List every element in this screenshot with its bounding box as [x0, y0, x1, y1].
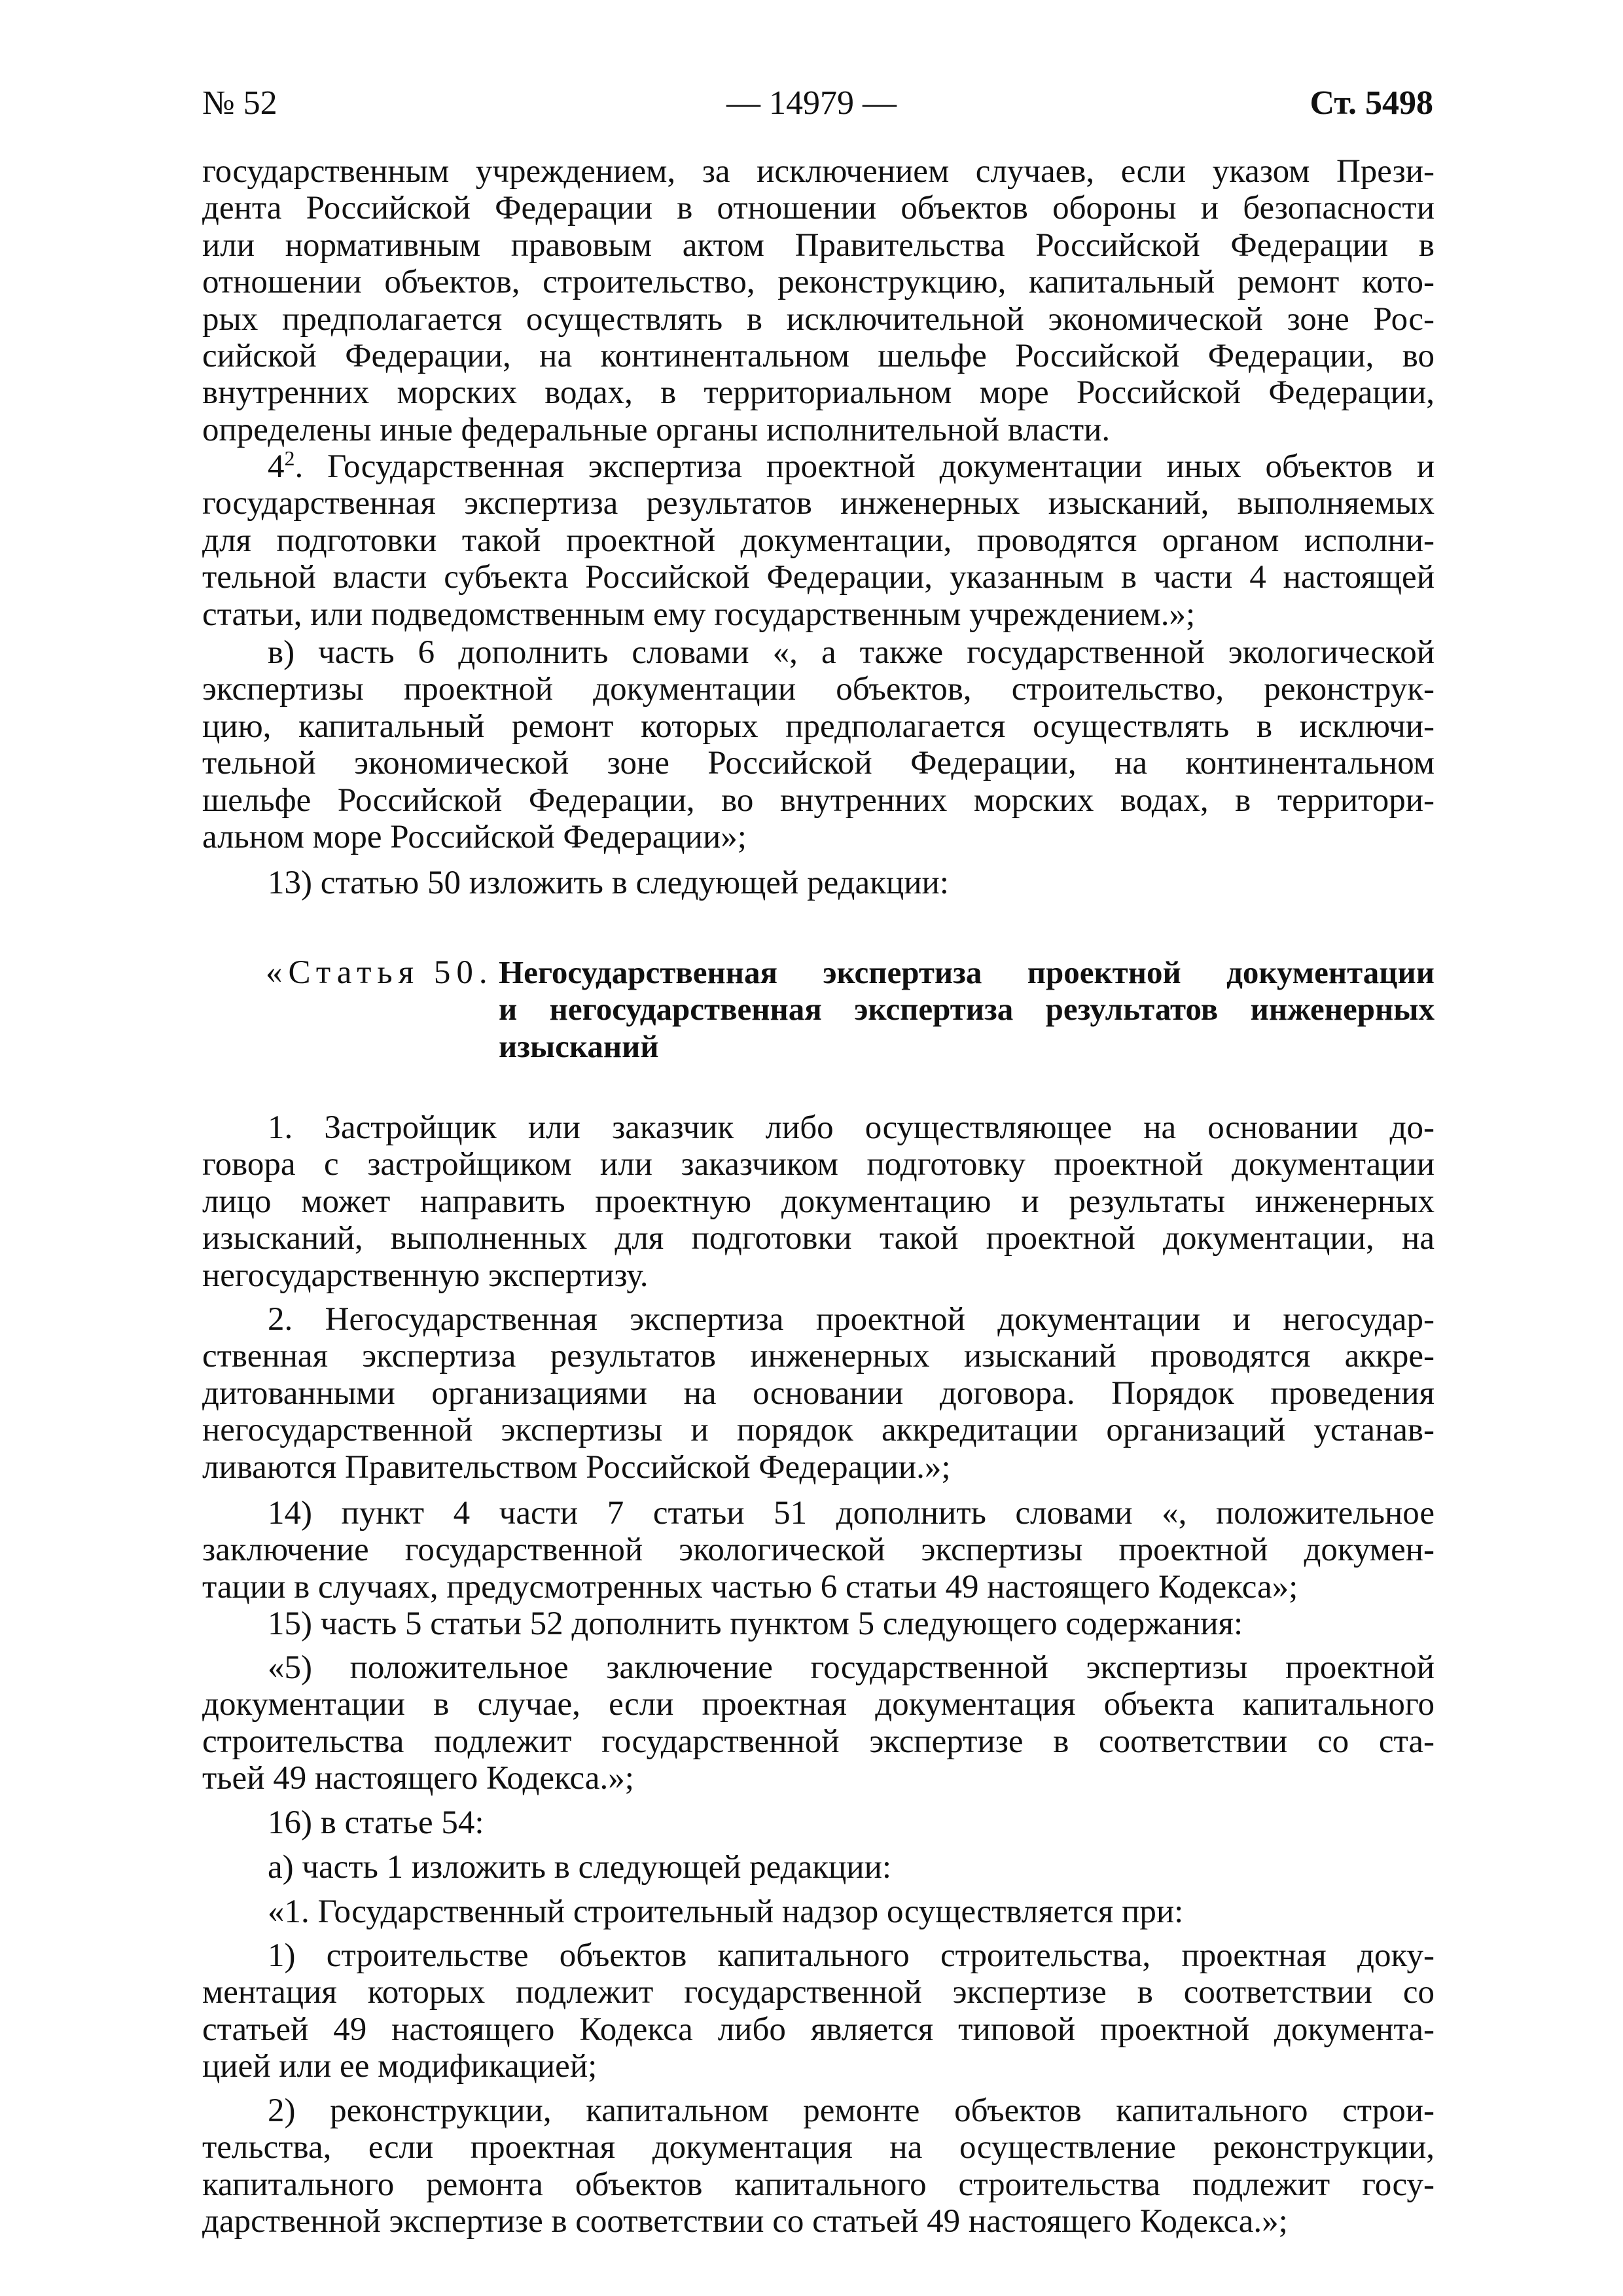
text-line: 13) статью 50 изложить в следующей редакции: — [268, 865, 949, 901]
text-line: заключение государственной экологической экспертизы проектной докумен- — [202, 1532, 1435, 1569]
text-line: статьи, или подведомственным ему государственным учреждением.»; — [202, 596, 1196, 633]
text-line: 1. Застройщик или заказчик либо осуществляющее на основании до- — [268, 1109, 1435, 1146]
text-line: 2. Негосударственная экспертиза проектной документации и негосудар- — [268, 1301, 1435, 1338]
paragraph — [202, 2092, 1435, 2240]
paragraph — [202, 634, 1435, 855]
text-line — [202, 448, 1435, 485]
text-line: для подготовки такой проектной документации, проводятся органом исполни- — [202, 522, 1435, 559]
text-line: внутренних морских водах, в территориальном море Российской Федерации, — [202, 374, 1435, 412]
text-line: 1) строительстве объектов капитального строительства, проектная доку- — [268, 1937, 1435, 1974]
paragraph — [202, 1495, 1435, 1605]
text-line: государственным учреждением, за исключением случаев, если указом Прези- — [202, 153, 1435, 190]
text-line: лицо может направить проектную документацию и результаты инженерных — [202, 1183, 1435, 1220]
issue-number: № 52 — [202, 84, 277, 122]
item-number: 4 — [268, 448, 285, 485]
item-superscript: 2 — [284, 446, 295, 470]
paragraph — [202, 1301, 1435, 1486]
text-line: тельной власти субъекта Российской Федерации, указанным в части 4 настоящей — [202, 559, 1435, 596]
text-line: 2) реконструкции, капитальном ремонте объектов капитального строи- — [268, 2092, 1435, 2129]
text-line: «1. Государственный строительный надзор осуществляется при: — [268, 1893, 1184, 1930]
text-line: шельфе Российской Федерации, во внутренних морских водах, в территори- — [202, 781, 1435, 819]
text-line: дитованными организациями на основании договора. Порядок проведения — [202, 1374, 1435, 1412]
text-line: ливаются Правительством Российской Федерации.»; — [202, 1448, 951, 1486]
text-line: а) часть 1 изложить в следующей редакции: — [268, 1849, 892, 1886]
text-line: говора с застройщиком или заказчиком подготовку проектной документации — [202, 1146, 1435, 1183]
text-line: изысканий, выполненных для подготовки такой проектной документации, на — [202, 1220, 1435, 1257]
text-line: тации в случаях, предусмотренных частью 6 статьи 49 настоящего Кодекса»; — [202, 1568, 1298, 1605]
text-line: 14) пункт 4 части 7 статьи 51 дополнить словами «, положительное — [268, 1495, 1435, 1532]
text-line: определены иные федеральные органы исполнительной власти. — [202, 411, 1111, 448]
text-line: дарственной экспертизе в соответствии со статьей 49 настоящего Кодекса.»; — [202, 2203, 1288, 2240]
paragraph — [202, 1937, 1435, 2085]
text-line: строительства подлежит государственной экспертизе в соответствии со ста- — [202, 1723, 1435, 1760]
text-line: статьей 49 настоящего Кодекса либо является типовой проектной документа- — [202, 2011, 1435, 2048]
paragraph — [202, 1605, 1435, 1642]
paragraph — [202, 865, 1435, 901]
title-line: Негосударственная экспертиза проектной документации — [499, 954, 1435, 990]
paragraph — [202, 1849, 1435, 1886]
text-line: тельства, если проектная документация на осуществление реконструкции, — [202, 2129, 1435, 2166]
paragraph — [202, 153, 1435, 448]
text-line: в) часть 6 дополнить словами «, а также государственной экологической — [268, 634, 1435, 671]
text-line: ственная экспертиза результатов инженерных изысканий проводятся аккре- — [202, 1338, 1435, 1375]
text-line: капитального ремонта объектов капитального строительства подлежит госу- — [202, 2166, 1435, 2203]
paragraph — [202, 1804, 1435, 1841]
title-line: изысканий — [499, 1028, 659, 1064]
paragraph — [202, 1649, 1435, 1797]
text-line: цию, капитальный ремонт которых предполагается осуществлять в исключи- — [202, 708, 1435, 745]
paragraph — [202, 1893, 1435, 1930]
title-line: и негосударственная экспертиза результатов инженерных — [499, 991, 1435, 1028]
text-line: ментация которых подлежит государственной экспертизе в соответствии со — [202, 1974, 1435, 2011]
text-line: альном море Российской Федерации»; — [202, 818, 747, 855]
text-line: дента Российской Федерации в отношении объектов обороны и безопасности — [202, 190, 1435, 227]
page-number: — 14979 — — [726, 84, 897, 122]
text-line: тельной экономической зоне Российской Федерации, на континентальном — [202, 745, 1435, 782]
text-line: экспертизы проектной документации объектов, строительство, реконструк- — [202, 671, 1435, 708]
text-line: цией или ее модификацией; — [202, 2048, 597, 2085]
text-line: отношении объектов, строительство, реконструкцию, капитальный ремонт кото- — [202, 264, 1435, 301]
text-line: рых предполагается осуществлять в исключительной экономической зоне Рос- — [202, 300, 1435, 338]
text-line: тьей 49 настоящего Кодекса.»; — [202, 1760, 634, 1797]
line-text: . Государственная экспертиза проектной документации иных объектов и — [294, 448, 1435, 485]
text-line: государственная экспертиза результатов инженерных изысканий, выполняемых — [202, 485, 1435, 522]
text-line: или нормативным правовым актом Правительства Российской Федерации в — [202, 226, 1435, 264]
text-line: 15) часть 5 статьи 52 дополнить пунктом 5 следующего содержания: — [268, 1605, 1243, 1642]
article-title — [499, 954, 1435, 1065]
paragraph — [202, 448, 1435, 633]
paragraph — [202, 1109, 1435, 1294]
article-label: «Статья 50. — [266, 954, 493, 991]
text-line: сийской Федерации, на континентальном шельфе Российской Федерации, во — [202, 337, 1435, 374]
text-line: документации в случае, если проектная документация объекта капитального — [202, 1686, 1435, 1723]
text-line: «5) положительное заключение государственной экспертизы проектной — [268, 1649, 1435, 1686]
text-line: негосударственной экспертизы и порядок аккредитации организаций устанав- — [202, 1412, 1435, 1449]
article-number: Ст. 5498 — [1310, 84, 1433, 122]
text-line: 16) в статье 54: — [268, 1804, 484, 1841]
text-line: негосударственную экспертизу. — [202, 1257, 649, 1294]
